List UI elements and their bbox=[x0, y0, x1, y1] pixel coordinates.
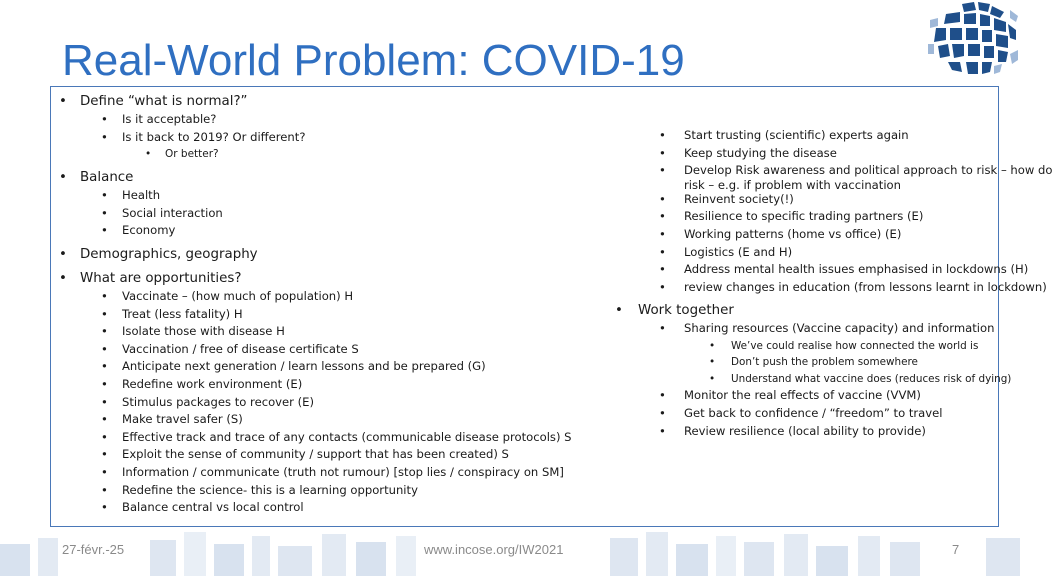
right-bullet-column bbox=[611, 127, 1053, 440]
bullet-item: • Monitor the real effects of vaccine (VVM) bbox=[611, 387, 1000, 405]
bullet-item: • Demographics, geography bbox=[57, 246, 557, 264]
bullet-item: • What are opportunities? bbox=[57, 270, 557, 288]
bullet-item: • Economy bbox=[57, 222, 557, 240]
bullet-item: • Don’t push the problem somewhere bbox=[611, 354, 1000, 371]
bullet-item: • Information / communicate (truth not rumour) [stop lies / conspiracy on SM] bbox=[57, 464, 557, 482]
content-panel bbox=[50, 86, 1053, 527]
bullet-item: • Understand what vaccine does (reduces risk of dying) bbox=[611, 371, 1000, 388]
bullet-item: • Make travel safer (S) bbox=[57, 411, 557, 429]
bullet-item: • Isolate those with disease H bbox=[57, 323, 557, 341]
bullet-item: • Stimulus packages to recover (E) bbox=[57, 394, 557, 412]
bullet-item: • Address mental health issues emphasised in lockdowns (H) bbox=[611, 261, 1000, 279]
bullet-item: • Logistics (E and H) bbox=[611, 244, 1000, 262]
bullet-item: • Treat (less fatality) H bbox=[57, 306, 557, 324]
bullet-item-line-continued: risk – e.g. if problem with vaccination bbox=[684, 177, 901, 192]
page-number: 7 bbox=[952, 542, 960, 557]
bullet-item: • Get back to confidence / “freedom” to travel bbox=[611, 405, 1000, 423]
bullet-item: • Vaccination / free of disease certificate S bbox=[57, 341, 557, 359]
bullet-item: • Is it back to 2019? Or different? bbox=[57, 129, 557, 147]
bullet-item: • Sharing resources (Vaccine capacity) and information bbox=[611, 320, 1000, 338]
bullet-item: • Start trusting (scientific) experts again bbox=[611, 127, 1000, 145]
bullet-item: • Is it acceptable? bbox=[57, 111, 557, 129]
bullet-item: • Anticipate next generation / learn lessons and be prepared (G) bbox=[57, 358, 557, 376]
bullet-item: • Redefine the science- this is a learning opportunity bbox=[57, 482, 557, 500]
bullet-item: • Vaccinate – (how much of population) H bbox=[57, 288, 557, 306]
bullet-item: • Working patterns (home vs office) (E) bbox=[611, 226, 1000, 244]
bullet-item: • Define “what is normal?” bbox=[57, 93, 557, 111]
bullet-item: • Exploit the sense of community / support that has been created) S bbox=[57, 446, 557, 464]
bullet-item: • Balance central vs local control bbox=[57, 499, 557, 517]
bullet-item-line: Develop Risk awareness and political approach to risk – how do bbox=[684, 163, 1053, 178]
bullet-item: • Work together bbox=[611, 302, 1000, 320]
bullet-item: • review changes in education (from lessons learnt in lockdown) bbox=[611, 279, 1000, 297]
page-title: Real-World Problem: COVID-19 bbox=[62, 36, 685, 85]
footer-date: 27-févr.-25 bbox=[62, 542, 125, 557]
bullet-item: • Keep studying the disease bbox=[611, 145, 1000, 163]
left-bullet-column bbox=[57, 93, 572, 517]
bullet-item: • Review resilience (local ability to provide) bbox=[611, 423, 1000, 441]
bullet-item: • Health bbox=[57, 187, 557, 205]
bullet-item: • Or better? bbox=[57, 146, 557, 163]
bullet-item: • Social interaction bbox=[57, 205, 557, 223]
bullet-item bbox=[611, 162, 1053, 192]
globe-tile-logo-icon bbox=[924, 0, 1020, 80]
footer-url: www.incose.org/IW2021 bbox=[424, 542, 564, 557]
bullet-item: • Balance bbox=[57, 169, 557, 187]
bullet-item: • Resilience to specific trading partners (E) bbox=[611, 208, 1000, 226]
bullet-item: • We’ve could realise how connected the world is bbox=[611, 338, 1000, 355]
bullet-item: • Reinvent society(!) bbox=[611, 191, 1000, 209]
bullet-item: • Redefine work environment (E) bbox=[57, 376, 557, 394]
bullet-item: • Effective track and trace of any contacts (communicable disease protocols) S bbox=[57, 429, 557, 447]
